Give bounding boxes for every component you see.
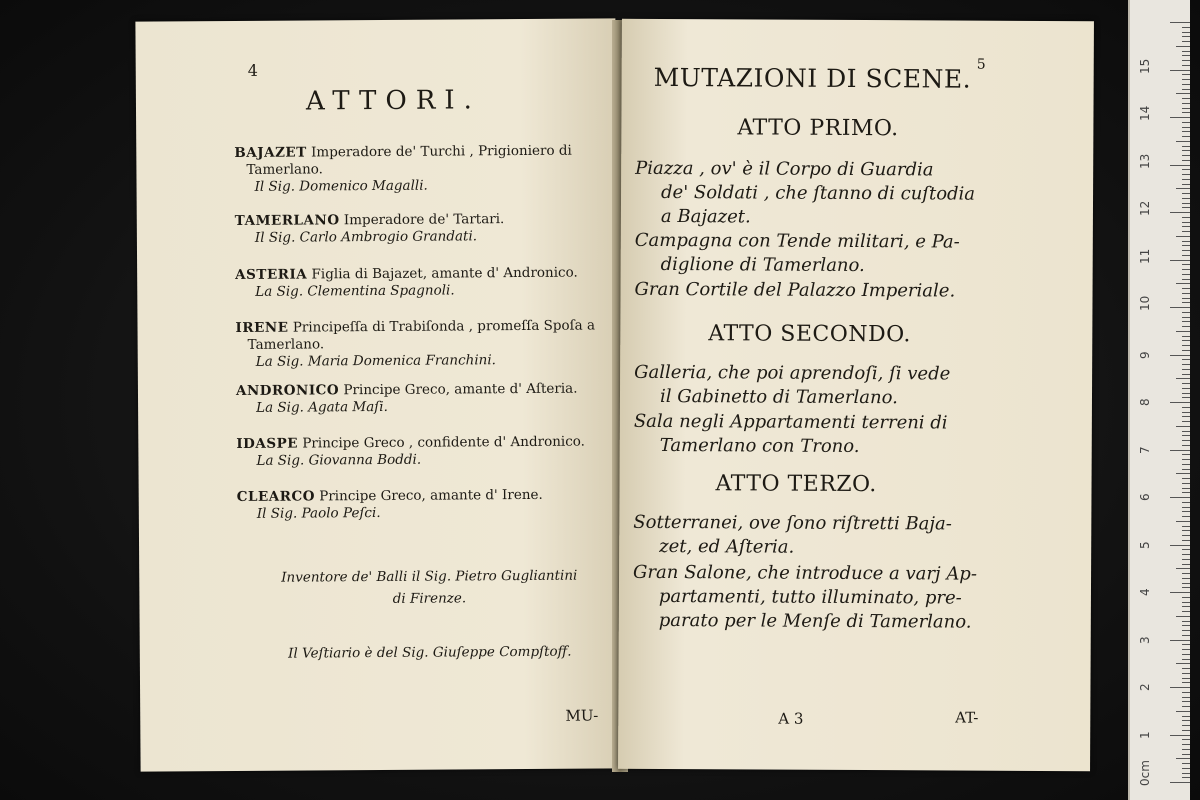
dance-credit-line: Inventore de' Balli il Sig. Pietro Gugliantini [281,567,578,586]
ruler-label: 0cm [1138,760,1152,786]
ruler-label: 9 [1138,350,1152,359]
ruler-tick [1182,464,1190,465]
ruler-tick [1182,583,1190,584]
ruler-tick [1182,720,1190,721]
ruler-tick [1182,336,1190,337]
ruler-tick [1170,355,1190,356]
ruler-tick [1170,22,1190,23]
ruler-tick [1182,716,1190,717]
ruler-tick [1182,112,1190,113]
ruler-tick [1182,179,1190,180]
scene-line: il Gabinetto di Tamerlano. [659,385,898,409]
ruler-tick [1182,454,1190,455]
scene-entry [633,561,1013,635]
scene-entry [634,278,1014,304]
scene-line: a Bajazet. [660,205,751,228]
ruler-tick [1182,269,1190,270]
ruler-tick [1170,450,1190,451]
actor-name: IDASPE [236,435,299,452]
ruler-tick [1170,497,1190,498]
right-page [618,19,1094,771]
ruler-tick [1182,36,1190,37]
ruler-tick [1182,364,1190,365]
actor-role-cont: Tamerlano. [247,336,325,353]
measuring-ruler [1128,0,1190,800]
ruler-tick [1182,445,1190,446]
scene-line: Galleria, che poi aprendoſi, ſi vede [634,361,951,385]
scene-line: Sala negli Appartamenti terreni di [633,410,948,434]
actor-name: CLEARCO [236,488,315,505]
ruler-tick [1182,478,1190,479]
ruler-tick [1182,32,1190,33]
actor-role: Imperadore de' Turchi , Prigioniero di [310,142,572,161]
actor-name: ASTERIA [235,266,308,283]
ruler-tick [1182,350,1190,351]
ruler-tick [1182,245,1190,246]
ruler-tick [1182,754,1190,755]
actor-entry [235,210,625,247]
ruler-tick [1182,326,1190,327]
actor-entry [235,264,625,301]
catchword: AT- [955,708,979,727]
ruler-tick [1182,725,1190,726]
ruler-tick [1170,212,1190,213]
actor-role: Figlia di Bajazet, amante d' Andronico. [311,264,578,283]
actor-performer: La Sig. Clementina Spagnoli. [255,282,455,300]
actor-role: Principe Greco, amante d' Irene. [319,486,543,505]
ruler-tick [1170,165,1190,166]
ruler-tick [1182,697,1190,698]
scene-line: Gran Cortile del Palazzo Imperiale. [634,278,956,302]
act-title: ATTO TERZO. [715,471,877,498]
ruler-tick [1182,198,1190,199]
ruler-tick [1176,283,1190,284]
actor-performer: Il Sig. Paolo Peſci. [256,504,381,522]
actor-entry [237,486,627,523]
ruler-tick [1182,659,1190,660]
ruler-label: 2 [1138,683,1152,691]
ruler-tick [1182,673,1190,674]
scene-line: partamenti, tutto illuminato, pre- [658,585,962,609]
ruler-tick [1182,203,1190,204]
cast-title: ATTORI. [305,85,482,117]
ruler-tick [1182,554,1190,555]
ruler-tick [1182,255,1190,256]
ruler-tick [1182,51,1190,52]
ruler-tick [1182,511,1190,512]
ruler-tick [1182,388,1190,389]
ruler-tick [1182,530,1190,531]
scene-line: parato per le Menſe di Tamerlano. [658,609,972,633]
ruler-tick [1182,369,1190,370]
actor-performer: La Sig. Giovanna Boddi. [256,451,422,469]
ruler-tick [1176,46,1190,47]
ruler-tick [1182,763,1190,764]
ruler-tick [1182,706,1190,707]
ruler-label: 14 [1138,105,1152,121]
ruler-tick [1182,431,1190,432]
scene-line: diglione di Tamerlano. [660,253,865,277]
ruler-tick [1182,625,1190,626]
actor-performer: Il Sig. Carlo Ambrogio Grandati. [254,228,478,246]
ruler-label: 10 [1138,295,1152,311]
ruler-tick [1182,103,1190,104]
ruler-tick [1182,587,1190,588]
ruler-tick [1182,768,1190,769]
ruler-tick [1182,535,1190,536]
ruler-tick [1182,488,1190,489]
ruler-tick [1182,279,1190,280]
dance-credit [249,564,609,611]
actor-name: ANDRONICO [235,382,340,399]
ruler-tick [1176,473,1190,474]
ruler-tick [1182,41,1190,42]
ruler-tick [1182,611,1190,612]
ruler-tick [1182,744,1190,745]
page-number: 5 [976,56,986,73]
actor-performer: La Sig. Agata Maſi. [256,398,388,416]
ruler-label: 3 [1138,635,1152,644]
ruler-tick [1176,568,1190,569]
ruler-tick [1182,207,1190,208]
costume-credit: Il Veſtiario è del Sig. Giuſeppe Compſtoff. [288,643,572,662]
ruler-tick [1182,250,1190,251]
ruler-tick [1182,564,1190,565]
ruler-tick [1182,516,1190,517]
ruler-tick [1170,687,1190,688]
ruler-tick [1182,635,1190,636]
ruler-label: 4 [1138,588,1152,596]
ruler-tick [1182,469,1190,470]
ruler-tick [1170,402,1190,403]
ruler-label: 13 [1138,153,1152,169]
ruler-tick [1182,606,1190,607]
ruler-tick [1182,89,1190,90]
ruler-tick [1182,483,1190,484]
ruler-tick [1182,340,1190,341]
ruler-tick [1176,521,1190,522]
ruler-tick [1182,293,1190,294]
ruler-tick [1176,711,1190,712]
ruler-tick [1182,412,1190,413]
scene-entry [633,511,1013,561]
ruler-tick [1176,663,1190,664]
ruler-tick [1182,136,1190,137]
ruler-tick [1182,573,1190,574]
ruler-label: 7 [1138,445,1152,454]
ruler-tick [1182,668,1190,669]
ruler-tick [1182,407,1190,408]
ruler-tick [1182,345,1190,346]
ruler-tick [1182,108,1190,109]
ruler-tick [1182,773,1190,774]
ruler-tick [1176,188,1190,189]
ruler-tick [1182,682,1190,683]
scene-entry [635,229,1015,279]
scene-entry [634,410,1014,460]
ruler-tick [1170,782,1190,783]
actor-performer: La Sig. Maria Domenica Franchini. [255,352,497,370]
actor-performer: Il Sig. Domenico Magalli. [254,177,428,195]
ruler-tick [1182,146,1190,147]
act-title: ATTO SECONDO. [708,321,911,348]
dance-credit-line: di Firenze. [392,590,467,607]
ruler-tick [1182,421,1190,422]
actor-role: Imperadore de' Tartari. [343,211,505,229]
actor-name: IRENE [235,319,289,336]
ruler-tick [1182,174,1190,175]
ruler-tick [1182,226,1190,227]
scene-line: Piazza , ov' è il Corpo di Guardia [635,157,934,181]
ruler-tick [1182,231,1190,232]
ruler-tick [1182,160,1190,161]
ruler-tick [1182,777,1190,778]
ruler-tick [1176,331,1190,332]
ruler-tick [1182,559,1190,560]
ruler-tick [1182,122,1190,123]
scene-line: Campagna con Tende militari, e Pa- [634,229,960,253]
ruler-tick [1176,616,1190,617]
ruler-tick [1170,70,1190,71]
ruler-tick [1182,27,1190,28]
ruler-tick [1182,374,1190,375]
signature-mark: A 3 [778,709,804,728]
ruler-tick [1182,155,1190,156]
actor-role: Principe Greco , confidente d' Andronico. [302,433,585,452]
ruler-tick [1182,549,1190,550]
ruler-tick [1182,526,1190,527]
ruler-tick [1182,317,1190,318]
ruler-tick [1182,492,1190,493]
ruler-tick [1170,307,1190,308]
ruler-tick [1182,440,1190,441]
ruler-tick [1176,236,1190,237]
ruler-tick [1176,141,1190,142]
ruler-tick [1182,692,1190,693]
ruler-tick [1182,288,1190,289]
ruler-tick [1182,302,1190,303]
ruler-tick [1176,378,1190,379]
actor-entry [234,142,624,196]
ruler-tick [1182,730,1190,731]
ruler-tick [1182,644,1190,645]
ruler-tick [1182,435,1190,436]
ruler-tick [1182,241,1190,242]
ruler-label: 8 [1138,398,1152,406]
ruler-tick [1182,678,1190,679]
ruler-label: 11 [1138,248,1152,264]
ruler-tick [1182,98,1190,99]
ruler-tick [1182,739,1190,740]
ruler-tick [1182,169,1190,170]
ruler-tick [1182,459,1190,460]
ruler-tick [1170,117,1190,118]
ruler-tick [1182,597,1190,598]
catchword: MU- [565,706,599,725]
actor-entry [236,433,626,470]
ruler-tick [1182,383,1190,384]
ruler-tick [1182,84,1190,85]
ruler-tick [1182,621,1190,622]
ruler-tick [1182,630,1190,631]
ruler-tick [1182,654,1190,655]
left-page [135,18,620,771]
ruler-tick [1170,545,1190,546]
actor-entry [236,380,626,417]
ruler-label: 15 [1138,58,1152,74]
ruler-tick [1182,602,1190,603]
ruler-tick [1182,79,1190,80]
ruler-tick [1182,507,1190,508]
ruler-tick [1182,416,1190,417]
ruler-tick [1182,649,1190,650]
ruler-label: 1 [1138,730,1152,739]
scene-line: Gran Salone, che introduce a varj Ap- [633,561,978,585]
ruler-tick [1182,55,1190,56]
ruler-tick [1182,298,1190,299]
ruler-tick [1170,735,1190,736]
ruler-tick [1182,65,1190,66]
actor-role: Principe Greco, amante d' Aſteria. [343,380,578,399]
scene-line: zet, ed Aſteria. [659,535,795,558]
ruler-tick [1182,264,1190,265]
ruler-tick [1182,184,1190,185]
ruler-tick [1182,393,1190,394]
ruler-label: 5 [1138,540,1152,549]
actor-entry [235,317,625,371]
ruler-tick [1182,222,1190,223]
page-number: 4 [247,60,258,80]
ruler-tick [1182,359,1190,360]
ruler-tick [1182,131,1190,132]
actor-role: Principeſſa di Trabiſonda , promeſſa Spoſa a [292,317,596,336]
actor-role-cont: Tamerlano. [246,161,323,178]
ruler-tick [1182,540,1190,541]
ruler-tick [1182,193,1190,194]
ruler-tick [1176,758,1190,759]
actor-name: BAJAZET [234,144,307,161]
scene-line: de' Soldati , che ſtanno di cuſtodia [661,181,976,205]
open-book [128,20,1098,780]
ruler-tick [1170,260,1190,261]
ruler-tick [1182,217,1190,218]
ruler-tick [1182,397,1190,398]
scene-entry [635,157,1015,231]
ruler-label: 12 [1138,200,1152,216]
ruler-tick [1182,274,1190,275]
scene-line: Sotterranei, ove ſono riſtretti Baja- [633,511,952,535]
ruler-tick [1182,60,1190,61]
ruler-label: 6 [1138,493,1152,501]
actor-name: TAMERLANO [234,212,340,229]
scene-entry [634,361,1014,411]
ruler-tick [1182,749,1190,750]
ruler-tick [1182,701,1190,702]
ruler-tick [1182,321,1190,322]
ruler-tick [1176,426,1190,427]
ruler-tick [1176,93,1190,94]
ruler-tick [1182,74,1190,75]
ruler-tick [1182,312,1190,313]
ruler-tick [1182,578,1190,579]
ruler-tick [1170,592,1190,593]
ruler-tick [1182,502,1190,503]
ruler-tick [1182,127,1190,128]
act-title: ATTO PRIMO. [737,115,899,142]
ruler-tick [1170,640,1190,641]
ruler-tick [1182,150,1190,151]
scenes-title: MUTAZIONI DI SCENE. [653,62,972,94]
scene-line: Tamerlano con Trono. [659,434,860,458]
